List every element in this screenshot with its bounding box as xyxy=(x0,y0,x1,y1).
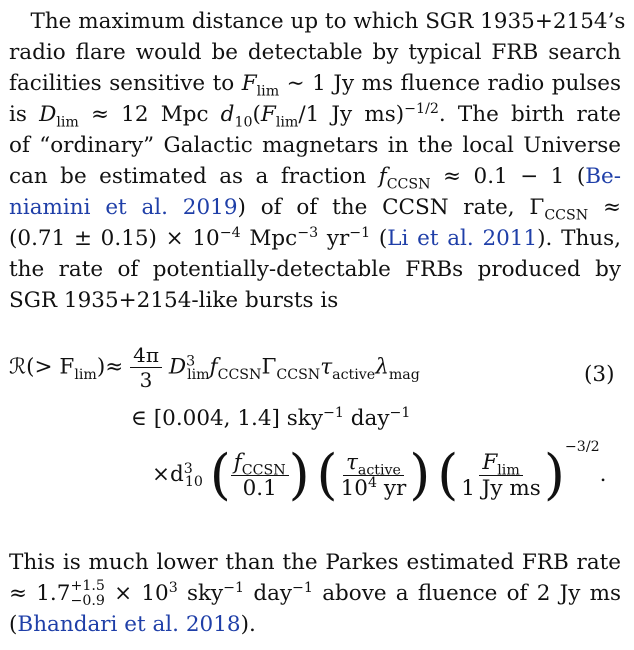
citation-link[interactable]: Be- xyxy=(585,164,621,189)
equation-row-3: $\times d^3_{10}$ ( $\frac{f_{CCSN}}{0.1}$ ) ( $\frac{\tau_{active}}{10^4 yr}$ ) ( $\frac{F_{lim}}{\text{1 Jy ms}}$ )$^{-3/2}$. xyxy=(152,438,607,506)
text-line: the rate of potentially-detectable FRBs produced by xyxy=(9,257,621,282)
text-line: $(0.71 \pm 0.15) \times 10^{-4}$ Mpc$^{-3}$ $yr^{-1}$ (Li et al. 2011). Thus, xyxy=(9,224,622,251)
text-line: radio flare would be detectable by typical FRB search xyxy=(9,40,621,65)
citation-link[interactable]: Li et al. 2011 xyxy=(387,226,538,251)
text-line: The maximum distance up to which SGR 1935+2154’s xyxy=(30,9,626,34)
fraction-fccsn: $\frac{f_{CCSN}}{0.1}$ xyxy=(231,450,289,501)
text-line: facilities sensitive to $F_{lim}$ ∼ 1 Jy ms fluence radio pulses xyxy=(9,71,621,100)
text-line: SGR 1935+2154-like bursts is xyxy=(9,288,339,313)
paragraph-1 xyxy=(9,6,626,316)
text-line: ≈ 1.7 +1.5 −0.9 × $10^3$ sky$^{-1}$ day$^{-1}$ above a fluence of 2 Jy ms xyxy=(9,578,622,609)
citation-link[interactable]: niamini et al. 2019 xyxy=(9,195,238,220)
text-line: can be estimated as a fraction $f_{CCSN} \approx 0.1 - 1$ (Be- xyxy=(9,164,621,193)
fraction-4pi-3: $\frac{4\pi}{3}$ xyxy=(130,343,162,392)
equation-number: (3) xyxy=(584,362,615,387)
paragraph-2 xyxy=(9,547,621,640)
equation-row-2: ∈ [0.004, 1.4] sky$^{-1}$ day$^{-1}$ xyxy=(131,404,411,431)
fraction-flim: $\frac{F_{lim}}{\text{1 Jy ms}}$ xyxy=(461,449,541,501)
equation-row-1: ℛ(> $F_{lim})\approx$ $\frac{4\pi}{3}$ $D^3_{lim}f_{CCSN}\Gamma_{CCSN}\tau_{active}\lambda_{mag}$ xyxy=(9,343,420,392)
text-line: niamini et al. 2019) of of the CCSN rate, $\Gamma_{CCSN}$ ≈ xyxy=(9,195,621,224)
text-line: of “ordinary” Galactic magnetars in the local Universe xyxy=(9,133,621,158)
text-line: is $D_{lim} \approx 12$ Mpc $d_{10}(F_{lim}/1$ Jy ms)$^{-1/2}$. The birth rate xyxy=(9,100,621,131)
citation-link[interactable]: Bhandari et al. 2018 xyxy=(17,612,241,637)
text-line: This is much lower than the Parkes estimated FRB rate xyxy=(9,550,621,575)
text-line: (Bhandari et al. 2018). xyxy=(9,612,256,637)
fraction-tau-active: $\frac{\tau_{active}}{10^4 yr}$ xyxy=(340,449,407,501)
